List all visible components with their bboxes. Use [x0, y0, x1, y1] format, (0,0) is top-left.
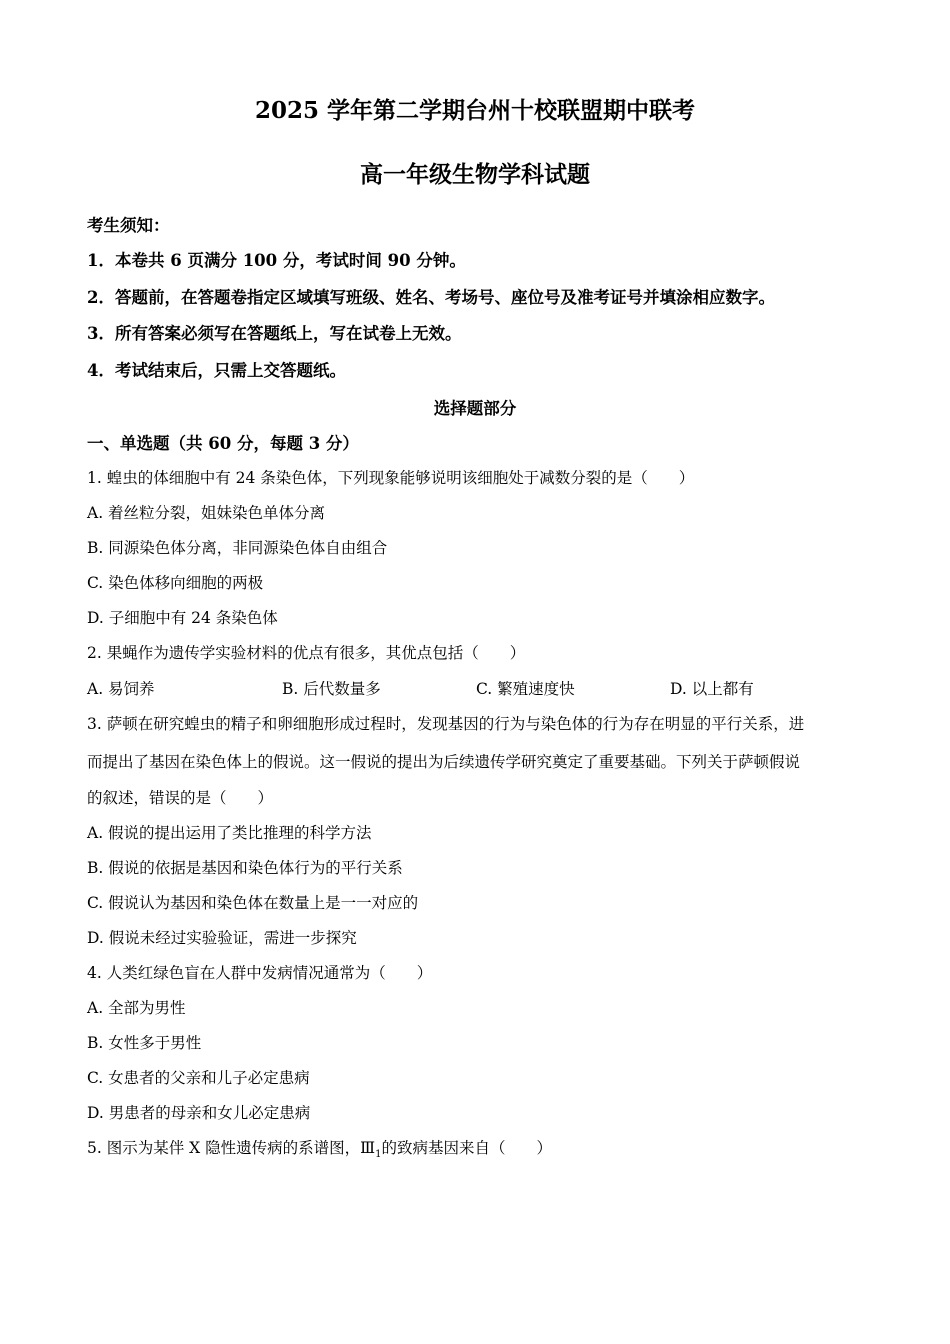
question-stem-line: 的叙述，错误的是（ ） [87, 789, 274, 807]
question-option: A. 易饲养 [87, 680, 155, 698]
question-option: B. 同源染色体分离，非同源染色体自由组合 [87, 539, 388, 557]
question-option: C. 染色体移向细胞的两极 [87, 574, 264, 592]
part-heading: 一、单选题（共 60 分，每题 3 分） [87, 434, 359, 453]
question-stem: 4. 人类红绿色盲在人群中发病情况通常为（ ） [87, 964, 433, 982]
question-option: C. 女患者的父亲和儿子必定患病 [87, 1069, 310, 1087]
question-option: D. 男患者的母亲和女儿必定患病 [87, 1104, 311, 1122]
question-option: B. 假说的依据是基因和染色体行为的平行关系 [87, 859, 403, 877]
question-option: D. 假说未经过实验验证，需进一步探究 [87, 929, 357, 947]
question-stem-text: 的致病基因来自（ ） [381, 1139, 552, 1157]
notice-item: 3．所有答案必须写在答题纸上，写在试卷上无效。 [87, 324, 462, 343]
question-option: D. 以上都有 [670, 680, 754, 698]
question-stem-line: 而提出了基因在染色体上的假说。这一假说的提出为后续遗传学研究奠定了重要基础。下列关于萨顿假说 [87, 753, 801, 771]
question-option: C. 假说认为基因和染色体在数量上是一一对应的 [87, 894, 419, 912]
question-stem: 1. 蝗虫的体细胞中有 24 条染色体，下列现象能够说明该细胞处于减数分裂的是（ ） [87, 469, 695, 487]
question-option: C. 繁殖速度快 [476, 680, 575, 698]
notice-item: 1．本卷共 6 页满分 100 分，考试时间 90 分钟。 [87, 251, 466, 270]
question-stem-text: 5. 图示为某伴 X 隐性遗传病的系谱图，Ⅲ [87, 1139, 376, 1157]
question-stem [87, 1136, 552, 1160]
question-option: A. 着丝粒分裂，姐妹染色单体分离 [87, 504, 326, 522]
question-stem-subscript: 1 [375, 1149, 382, 1161]
question-option: B. 女性多于男性 [87, 1034, 202, 1052]
question-option: A. 全部为男性 [87, 999, 186, 1017]
question-option: A. 假说的提出运用了类比推理的科学方法 [87, 824, 372, 842]
question-option: B. 后代数量多 [282, 680, 381, 698]
notice-heading: 考生须知： [87, 216, 170, 235]
notice-item: 4．考试结束后，只需上交答题纸。 [87, 361, 346, 380]
notice-item: 2．答题前，在答题卷指定区域填写班级、姓名、考场号、座位号及准考证号并填涂相应数字。 [87, 288, 775, 307]
exam-title: 2025 学年第二学期台州十校联盟期中联考 [254, 97, 696, 124]
question-stem: 2. 果蝇作为遗传学实验材料的优点有很多，其优点包括（ ） [87, 644, 526, 662]
question-option: D. 子细胞中有 24 条染色体 [87, 609, 278, 627]
section-title: 选择题部分 [433, 399, 517, 418]
exam-subtitle: 高一年级生物学科试题 [360, 161, 590, 188]
question-stem-line: 3. 萨顿在研究蝗虫的精子和卵细胞形成过程时，发现基因的行为与染色体的行为存在明显的平行关系，进 [87, 715, 805, 733]
